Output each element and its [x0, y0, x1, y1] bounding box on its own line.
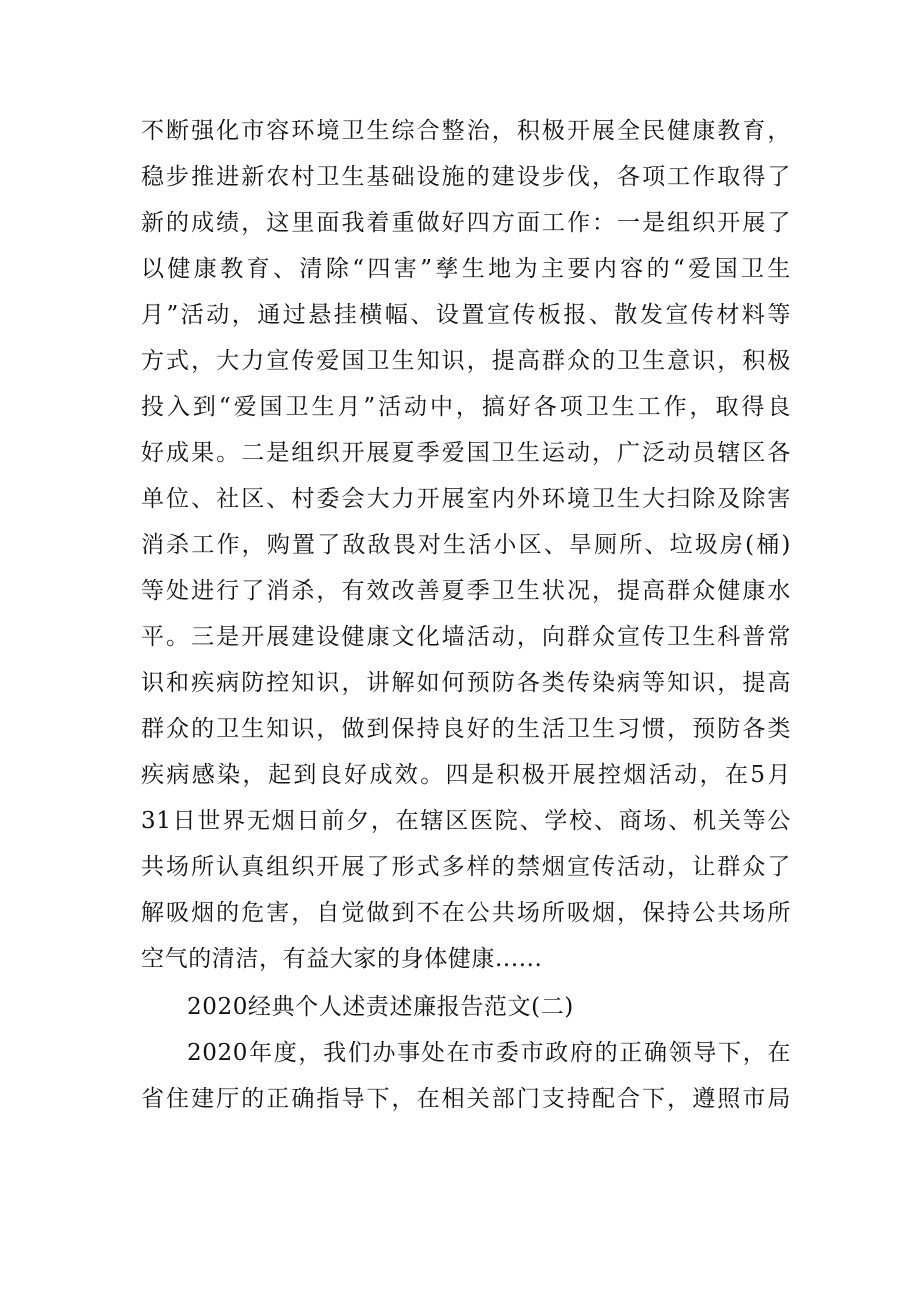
paragraph-line: 不断强化市容环境卫生综合整治，积极开展全民健康教育， — [141, 118, 791, 144]
paragraph-line: 等处进行了消杀，有效改善夏季卫生状况，提高群众健康水 — [141, 578, 791, 604]
paragraph-line: 解吸烟的危害，自觉做到不在公共场所吸烟，保持公共场所 — [141, 900, 791, 926]
paragraph-line: 省住建厅的正确指导下，在相关部门支持配合下，遵照市局 — [141, 1086, 791, 1112]
paragraph-line: 单位、社区、村委会大力开展室内外环境卫生大扫除及除害 — [141, 486, 791, 512]
paragraph-line: 方式，大力宣传爱国卫生知识，提高群众的卫生意识，积极 — [141, 348, 791, 374]
paragraph-line: 投入到“爱国卫生月”活动中，搞好各项卫生工作，取得良 — [141, 394, 791, 420]
paragraph-line: 以健康教育、清除“四害”孳生地为主要内容的“爱国卫生 — [141, 256, 791, 282]
paragraph-line: 新的成绩，这里面我着重做好四方面工作：一是组织开展了 — [141, 210, 791, 236]
paragraph-line: 好成果。二是组织开展夏季爱国卫生运动，广泛动员辖区各 — [141, 440, 791, 466]
paragraph-line: 疾病感染，起到良好成效。四是积极开展控烟活动，在5月 — [141, 762, 791, 788]
paragraph-line: 稳步推进新农村卫生基础设施的建设步伐，各项工作取得了 — [141, 164, 791, 190]
paragraph-line: 群众的卫生知识，做到保持良好的生活卫生习惯，预防各类 — [141, 716, 791, 742]
paragraph-line: 空气的清洁，有益大家的身体健康...... — [141, 946, 543, 972]
paragraph-2 — [141, 1030, 791, 1122]
paragraph-line: 2020年度，我们办事处在市委市政府的正确领导下，在 — [187, 1040, 791, 1066]
paragraph-line: 平。三是开展建设健康文化墙活动，向群众宣传卫生科普常 — [141, 624, 791, 650]
document-body — [141, 108, 791, 1122]
paragraph-line: 月”活动，通过悬挂横幅、设置宣传板报、散发宣传材料等 — [141, 302, 791, 328]
paragraph-line: 识和疾病防控知识，讲解如何预防各类传染病等知识，提高 — [141, 670, 791, 696]
section-heading: 2020经典个人述责述廉报告范文(二) — [187, 994, 574, 1020]
paragraph-line: 消杀工作，购置了敌敌畏对生活小区、旱厕所、垃圾房(桶) — [141, 532, 791, 558]
paragraph-1 — [141, 108, 791, 982]
paragraph-line: 31日世界无烟日前夕，在辖区医院、学校、商场、机关等公 — [141, 808, 791, 834]
paragraph-line: 共场所认真组织开展了形式多样的禁烟宣传活动，让群众了 — [141, 854, 791, 880]
